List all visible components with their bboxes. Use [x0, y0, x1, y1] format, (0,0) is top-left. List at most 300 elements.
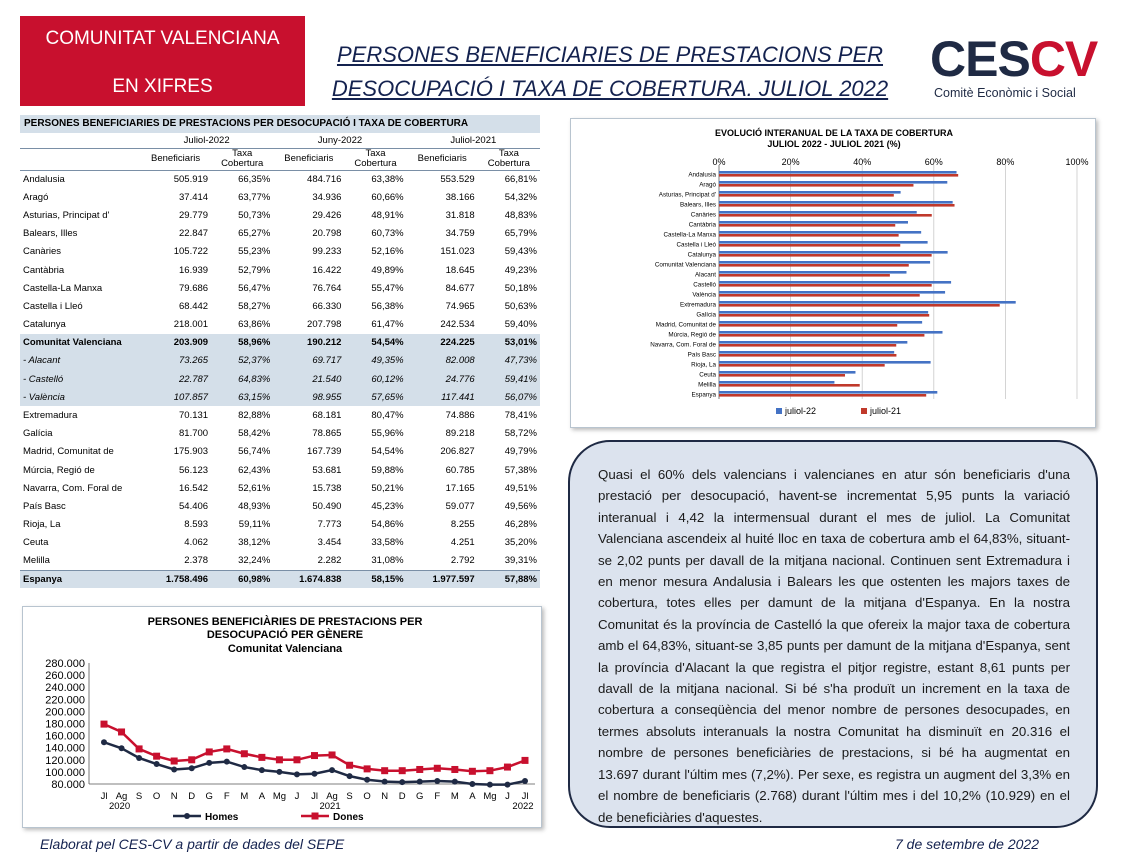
point-Homes	[382, 779, 388, 785]
category-label: Comunitat Valenciana	[654, 261, 716, 269]
logo-subtitle: Comitè Econòmic i Social	[934, 86, 1076, 100]
cell-beneficiaris: 242.534	[440, 319, 475, 331]
point-Dones	[451, 766, 458, 773]
point-Dones	[153, 753, 160, 760]
x-tick-label: M	[450, 791, 459, 802]
x-tick-label: G	[416, 791, 424, 802]
category-label: Alacant	[694, 271, 716, 279]
bar-juliol-22	[719, 221, 908, 224]
cell-beneficiaris: 218.001	[173, 319, 209, 331]
category-label: Madrid, Comunitat de	[655, 321, 716, 329]
point-Dones	[188, 756, 195, 763]
logo-brand-dark: CES	[930, 31, 1030, 87]
point-Dones	[399, 767, 406, 774]
bar-juliol-21	[719, 344, 896, 347]
bar-juliol-21	[719, 304, 1000, 307]
cell-beneficiaris: 484.716	[307, 173, 342, 185]
table-row	[20, 406, 540, 424]
y-tick-label: 200.000	[45, 706, 85, 719]
point-Dones	[118, 728, 125, 735]
table-row	[20, 443, 540, 461]
cell-beneficiaris: 190.212	[307, 337, 342, 349]
cell-beneficiaris: 38.166	[445, 191, 475, 203]
y-tick-label: 140.000	[45, 742, 85, 755]
table-row	[20, 570, 540, 588]
row-label: Extremadura	[23, 410, 78, 422]
col-header-taxa: Taxa Cobertura	[344, 148, 406, 170]
table-row	[20, 261, 540, 279]
bar-juliol-22	[719, 371, 855, 374]
bar-juliol-22	[719, 341, 907, 344]
cell-beneficiaris: 1.977.597	[407, 570, 478, 588]
cell-taxa: 57,65%	[371, 391, 404, 403]
cell-taxa: 59,88%	[371, 464, 404, 476]
point-Homes	[364, 777, 370, 783]
cell-taxa: 48,83%	[504, 209, 537, 221]
cell-beneficiaris: 69.717	[312, 355, 342, 367]
row-label: - València	[23, 391, 65, 403]
x-tick-label: A	[469, 791, 476, 802]
cell-beneficiaris: 99.233	[312, 246, 342, 258]
cell-taxa: 59,11%	[238, 519, 271, 531]
cell-beneficiaris: 78.865	[312, 428, 342, 440]
cell-beneficiaris: 60.785	[445, 464, 475, 476]
bar-juliol-21	[719, 274, 890, 277]
x-tick-label: 100%	[1065, 157, 1089, 167]
bar-juliol-21	[719, 204, 955, 207]
point-Homes	[312, 771, 318, 777]
cell-taxa: 63,77%	[238, 191, 271, 203]
bar-juliol-22	[719, 251, 948, 254]
cell-taxa: 58,96%	[238, 337, 271, 349]
legend-swatch	[861, 408, 867, 414]
point-Homes	[347, 773, 353, 779]
cell-taxa: 78,41%	[504, 410, 537, 422]
bar-juliol-22	[719, 381, 834, 384]
bar-juliol-21	[719, 254, 932, 257]
category-label: Ceuta	[699, 371, 716, 379]
bar-juliol-21	[719, 354, 896, 357]
cell-beneficiaris: 16.939	[179, 264, 209, 276]
col-header-taxa: Taxa Cobertura	[478, 148, 540, 170]
cell-beneficiaris: 22.847	[179, 228, 209, 240]
category-label: Múrcia, Regió de	[668, 331, 716, 339]
row-label: País Basc	[23, 500, 66, 512]
bar-juliol-21	[719, 394, 926, 397]
point-Dones	[522, 757, 529, 764]
cell-taxa: 33,58%	[371, 537, 404, 549]
cell-taxa: 52,37%	[238, 355, 271, 367]
cell-taxa: 31,08%	[371, 555, 404, 567]
point-Dones	[258, 754, 265, 761]
x-tick-label: O	[363, 791, 371, 802]
cell-beneficiaris: 89.218	[445, 428, 475, 440]
cell-taxa: 59,43%	[504, 246, 537, 258]
category-label: Balears, Illes	[679, 201, 716, 209]
cell-beneficiaris: 76.764	[312, 282, 342, 294]
point-Homes	[434, 778, 440, 784]
bar-juliol-21	[719, 214, 932, 217]
bar-juliol-22	[719, 321, 922, 324]
x-tick-label: Mg	[272, 791, 287, 802]
x-tick-label: N	[170, 791, 178, 802]
point-Homes	[206, 760, 212, 766]
row-label: Andalusia	[23, 173, 65, 185]
cell-taxa: 60,66%	[371, 191, 404, 203]
row-label: Melilla	[23, 555, 50, 567]
bar-juliol-22	[719, 291, 945, 294]
cell-beneficiaris: 81.700	[179, 428, 209, 440]
table-row	[20, 370, 540, 388]
gender-line-chart	[22, 606, 542, 828]
bar-juliol-21	[719, 364, 885, 367]
row-label: - Castelló	[23, 373, 64, 385]
legend-marker	[312, 813, 319, 820]
x-tick-label: Ag	[326, 791, 338, 802]
table-row	[20, 334, 540, 352]
row-label: Galícia	[23, 428, 53, 440]
category-label: Espanya	[691, 391, 716, 399]
cell-beneficiaris: 50.490	[312, 500, 342, 512]
row-label: - Alacant	[23, 355, 61, 367]
cescv-logo	[930, 31, 1110, 104]
table-row	[20, 516, 540, 534]
table-row	[20, 479, 540, 497]
cell-taxa: 49,79%	[504, 446, 537, 458]
cell-beneficiaris: 21.540	[312, 373, 342, 385]
x-tick-label: O	[152, 791, 161, 802]
x-tick-label: J	[294, 791, 300, 802]
cell-beneficiaris: 31.818	[445, 209, 475, 221]
cell-taxa: 54,86%	[371, 519, 404, 531]
point-Dones	[486, 767, 493, 774]
bar-juliol-22	[719, 311, 928, 314]
table-row	[20, 461, 540, 479]
point-Dones	[223, 745, 230, 752]
x-tick-label: S	[346, 791, 353, 802]
bar-juliol-21	[719, 334, 924, 337]
bar-juliol-22	[719, 281, 951, 284]
point-Homes	[276, 769, 282, 775]
bar-juliol-21	[719, 294, 920, 297]
x-tick-label: 60%	[924, 157, 943, 167]
cell-taxa: 52,79%	[238, 264, 271, 276]
cell-beneficiaris: 7.773	[317, 519, 342, 531]
category-label: Catalunya	[687, 251, 716, 259]
cell-taxa: 64,83%	[238, 373, 271, 385]
cell-taxa: 50,63%	[504, 300, 537, 312]
bar-juliol-22	[719, 231, 921, 234]
chart-title: EVOLUCIÓ INTERANUAL DE LA TAXA DE COBERTURA	[714, 128, 954, 138]
y-tick-label: 240.000	[45, 682, 85, 695]
cell-beneficiaris: 53.681	[312, 464, 342, 476]
bar-juliol-22	[719, 241, 928, 244]
point-Homes	[241, 764, 247, 770]
cell-taxa: 55,23%	[238, 246, 271, 258]
row-label: Asturias, Principat d'	[23, 209, 110, 221]
col-header-taxa: Taxa Cobertura	[211, 148, 273, 170]
cell-beneficiaris: 29.426	[312, 209, 342, 221]
cell-beneficiaris: 151.023	[440, 246, 475, 258]
region-badge	[20, 16, 305, 106]
footer-source: Elaborat pel CES-CV a partir de dades del SEPE	[40, 836, 345, 852]
cell-beneficiaris: 84.677	[445, 282, 475, 294]
cell-beneficiaris: 1.758.496	[140, 570, 211, 588]
cell-beneficiaris: 68.442	[179, 300, 209, 312]
chart-subtitle: JULIOL 2022 - JULIOL 2021 (%)	[767, 139, 901, 149]
table-row	[20, 497, 540, 515]
x-tick-label: D	[398, 791, 406, 802]
point-Dones	[206, 748, 213, 755]
legend-marker	[184, 813, 190, 819]
title-line-1: PERSONES BENEFICIARIES DE PRESTACIONS PER	[336, 42, 884, 67]
cell-beneficiaris: 167.739	[307, 446, 342, 458]
category-label: País Basc	[687, 351, 716, 359]
chart-title: PERSONES BENEFICIÀRIES DE PRESTACIONS PER	[147, 616, 423, 628]
cell-taxa: 38,12%	[238, 537, 271, 549]
x-tick-label: Jl	[521, 791, 529, 802]
row-label: Canàries	[23, 246, 62, 258]
y-tick-label: 260.000	[45, 670, 85, 683]
table-title: PERSONES BENEFICIARIES DE PRESTACIONS PER DESOCUPACIÓ I TAXA DE COBERTURA	[20, 115, 540, 133]
bar-juliol-22	[719, 301, 1016, 304]
cell-taxa: 49,23%	[504, 264, 537, 276]
x-tick-label: Mg	[483, 791, 497, 802]
cell-taxa: 66,35%	[238, 173, 271, 185]
legend-label: juliol-22	[785, 406, 817, 416]
cell-beneficiaris: 206.827	[440, 446, 475, 458]
cell-beneficiaris: 175.903	[173, 446, 209, 458]
point-Dones	[241, 750, 248, 757]
row-label: Madrid, Comunitat de	[23, 446, 114, 458]
cell-taxa: 80,47%	[371, 410, 404, 422]
summary-text: Quasi el 60% dels valencians i valencianes en atur són beneficiaris d'una prestació per desocupació, havent-se incrementat 5,95 punts la variació interanual i 4,42 la intermensual durant el mes de juliol. La Comunitat Valenciana ascendeix al huité lloc en taxa de cobertura amb el 64,83%, situant-se 2,02 punts per davall de la mitjana nacional. Continuen sent Extremadura i en menor mesura Andalusia i Balears les que ostenten les majors taxes de cobertura, totes elles per damunt de la mitjana d'Espanya. En la nostra Comunitat és la província de Castelló la que ofereix la major taxa de cobertura amb el 64,83%, situant-se 3,85 punts per damunt de la mitjana d'Espanya, sent la província d'Alacant la que registra el pitjor registre, estant 8,61 punts per davall de la mitjana nacional. Si bé s'ha produït un increment en la taxa de cobertura a conseqüència del menor nombre de persones desocupades, en termes absoluts interanuals la nostra Comunitat ha disminuït en 20.316 el nombre de persones beneficiàries de prestacions, si bé ha augmentat en 13.697 durant l'últim mes (7,2%). Per sexe, es registra un augment del 3,3% en el nombre de beneficiaris (2.768) durant l'últim mes i del 10,2% (10.929) en el de beneficiàries d'aquestes.	[598, 467, 1070, 825]
badge-line-1: COMUNITAT VALENCIANA	[45, 28, 280, 49]
badge-line-2: EN XIFRES	[112, 76, 213, 97]
cell-taxa: 49,56%	[504, 500, 537, 512]
cell-taxa: 82,88%	[238, 410, 271, 422]
y-tick-label: 120.000	[45, 754, 85, 767]
cell-taxa: 63,38%	[371, 173, 404, 185]
point-Homes	[189, 765, 195, 771]
row-label: Catalunya	[23, 319, 66, 331]
cell-beneficiaris: 1.674.838	[273, 570, 344, 588]
year-label: 2021	[319, 801, 341, 812]
category-label: Canàries	[690, 211, 716, 219]
table-row	[20, 316, 540, 334]
cell-taxa: 52,61%	[238, 482, 271, 494]
x-tick-label: Jl	[311, 791, 318, 802]
cell-beneficiaris: 98.955	[312, 391, 342, 403]
cell-beneficiaris: 8.255	[450, 519, 475, 531]
legend-label: Homes	[205, 812, 239, 823]
bar-juliol-22	[719, 211, 917, 214]
cell-taxa: 50,73%	[238, 209, 271, 221]
row-label: Múrcia, Regió de	[23, 464, 95, 476]
cell-taxa: 32,24%	[238, 555, 271, 567]
point-Homes	[136, 755, 142, 761]
cell-beneficiaris: 107.857	[173, 391, 209, 403]
cell-beneficiaris: 3.454	[317, 537, 342, 549]
cell-beneficiaris: 74.965	[445, 300, 475, 312]
cell-beneficiaris: 203.909	[173, 337, 209, 349]
chart-subtitle: Comunitat Valenciana	[227, 643, 343, 655]
col-header-beneficiaris: Beneficiaris	[273, 148, 344, 170]
legend-label: Dones	[333, 812, 364, 823]
bar-juliol-22	[719, 181, 947, 184]
cell-taxa: 58,42%	[238, 428, 271, 440]
cell-beneficiaris: 2.282	[317, 555, 342, 567]
cell-taxa: 53,01%	[504, 337, 537, 349]
point-Homes	[101, 739, 107, 745]
line-Homes	[104, 742, 525, 784]
bar-juliol-21	[719, 194, 894, 197]
x-tick-label: D	[188, 791, 196, 802]
point-Homes	[259, 767, 265, 773]
cell-taxa: 60,98%	[211, 570, 273, 588]
point-Dones	[469, 768, 476, 775]
cell-taxa: 59,41%	[504, 373, 537, 385]
cell-beneficiaris: 207.798	[307, 319, 342, 331]
col-header-beneficiaris: Beneficiaris	[407, 148, 478, 170]
cell-taxa: 65,79%	[504, 228, 537, 240]
footer-date: 7 de setembre de 2022	[895, 836, 1039, 852]
cell-taxa: 55,47%	[371, 282, 404, 294]
bar-juliol-21	[719, 184, 913, 187]
table-row	[20, 279, 540, 297]
cell-taxa: 57,38%	[504, 464, 537, 476]
cell-taxa: 62,43%	[238, 464, 271, 476]
cell-beneficiaris: 37.414	[179, 191, 209, 203]
chart-title-line2: DESOCUPACIÓ PER GÈNERE	[206, 629, 364, 641]
table-row	[20, 170, 540, 188]
row-label: Aragó	[23, 191, 49, 203]
cell-beneficiaris: 553.529	[440, 173, 475, 185]
point-Homes	[487, 782, 493, 788]
cell-taxa: 60,12%	[371, 373, 404, 385]
cell-beneficiaris: 79.686	[179, 282, 209, 294]
period-header: Juny-2022	[273, 133, 406, 148]
legend-label: juliol-21	[870, 406, 902, 416]
cell-beneficiaris: 29.779	[179, 209, 209, 221]
point-Dones	[364, 765, 371, 772]
cell-taxa: 60,73%	[371, 228, 404, 240]
cell-taxa: 49,35%	[371, 355, 404, 367]
point-Dones	[171, 758, 178, 765]
y-tick-label: 160.000	[45, 730, 85, 743]
table-row	[20, 206, 540, 224]
cell-taxa: 49,89%	[371, 264, 404, 276]
cell-beneficiaris: 117.441	[441, 391, 475, 403]
x-tick-label: A	[258, 791, 266, 802]
x-tick-label: 0%	[712, 157, 726, 167]
row-label: Navarra, Com. Foral de	[23, 482, 123, 494]
point-Homes	[294, 771, 300, 777]
page-title	[330, 38, 890, 106]
cell-beneficiaris: 34.936	[312, 191, 342, 203]
category-label: Melilla	[698, 381, 716, 389]
x-tick-label: J	[505, 791, 510, 802]
cell-beneficiaris: 16.422	[312, 264, 342, 276]
bar-juliol-22	[719, 201, 953, 204]
cell-taxa: 63,15%	[238, 391, 271, 403]
table-row	[20, 352, 540, 370]
row-label: Balears, Illes	[23, 228, 78, 240]
cell-taxa: 46,28%	[504, 519, 537, 531]
cell-taxa: 61,47%	[371, 319, 404, 331]
x-tick-label: 80%	[996, 157, 1015, 167]
cell-beneficiaris: 16.542	[179, 482, 209, 494]
data-table	[20, 133, 540, 588]
x-tick-label: 20%	[781, 157, 800, 167]
row-label: Cantàbria	[23, 264, 65, 276]
x-tick-label: F	[434, 791, 441, 802]
row-label: Espanya	[20, 570, 140, 588]
gender-line-svg	[23, 607, 543, 829]
point-Homes	[417, 779, 423, 785]
cell-taxa: 56,38%	[371, 300, 404, 312]
line-Dones	[104, 724, 525, 771]
cell-beneficiaris: 82.008	[445, 355, 475, 367]
bar-juliol-21	[719, 174, 958, 177]
legend-swatch	[776, 408, 782, 414]
cell-beneficiaris: 505.919	[173, 173, 209, 185]
category-label: Navarra, Com. Foral de	[650, 341, 716, 349]
y-tick-label: 220.000	[45, 694, 85, 707]
bar-juliol-21	[719, 284, 932, 287]
cell-beneficiaris: 105.722	[173, 246, 209, 258]
coverage-rate-bar-chart	[570, 118, 1096, 428]
cell-taxa: 48,93%	[238, 500, 271, 512]
point-Homes	[119, 745, 125, 751]
cell-beneficiaris: 18.645	[445, 264, 475, 276]
y-tick-label: 180.000	[45, 718, 85, 731]
cell-beneficiaris: 224.225	[440, 337, 475, 349]
cell-beneficiaris: 4.062	[184, 537, 209, 549]
x-tick-label: 40%	[853, 157, 872, 167]
period-header: Juliol-2022	[140, 133, 273, 148]
row-label: Comunitat Valenciana	[23, 337, 122, 349]
cell-taxa: 66,81%	[504, 173, 537, 185]
cell-taxa: 47,73%	[504, 355, 537, 367]
point-Dones	[346, 762, 353, 769]
cell-beneficiaris: 22.787	[179, 373, 209, 385]
bar-juliol-21	[719, 384, 860, 387]
bar-juliol-22	[719, 171, 957, 174]
bar-juliol-22	[719, 351, 894, 354]
point-Homes	[452, 779, 458, 785]
category-label: Rioja, La	[691, 361, 716, 369]
cell-taxa: 65,27%	[238, 228, 271, 240]
category-label: Andalusia	[688, 171, 716, 179]
bar-juliol-21	[719, 224, 895, 227]
row-label: Castella-La Manxa	[23, 282, 103, 294]
point-Homes	[504, 782, 510, 788]
category-label: Extremadura	[679, 301, 716, 309]
point-Dones	[434, 765, 441, 772]
cell-beneficiaris: 54.406	[179, 500, 209, 512]
y-tick-label: 100.000	[45, 766, 85, 779]
cell-taxa: 57,88%	[478, 570, 540, 588]
year-label: 2020	[108, 801, 131, 812]
cell-taxa: 50,21%	[371, 482, 404, 494]
cell-beneficiaris: 74.886	[445, 410, 475, 422]
x-tick-label: F	[223, 791, 230, 802]
bar-juliol-22	[719, 271, 906, 274]
bar-juliol-22	[719, 191, 901, 194]
cell-beneficiaris: 15.738	[312, 482, 342, 494]
col-header-beneficiaris: Beneficiaris	[140, 148, 211, 170]
